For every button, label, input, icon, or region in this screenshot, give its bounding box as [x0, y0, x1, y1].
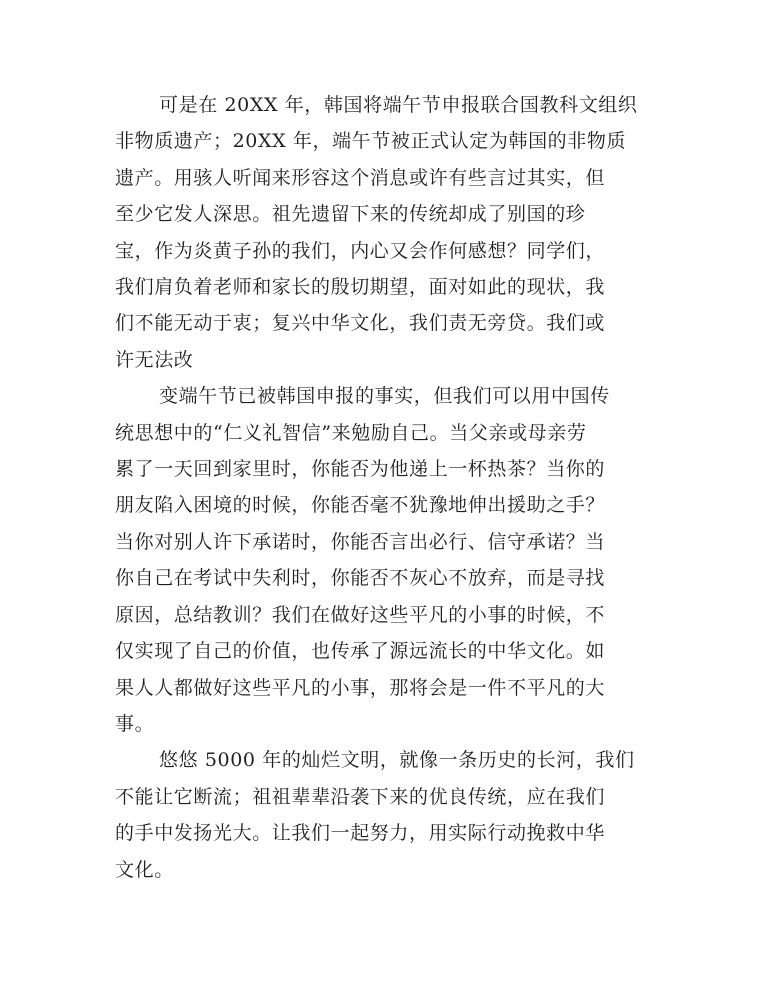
paragraph-2-line-9: 果人人都做好这些平凡的小事，那将会是一件不平凡的大 — [115, 676, 606, 699]
paragraph-2-line-8: 仅实现了自己的价值，也传承了源远流长的中华文化。如 — [115, 640, 606, 663]
paragraph-3-line-3: 的手中发扬光大。让我们一起努力，用实际行动挽救中华 — [115, 822, 606, 845]
paragraph-2-line-6: 你自己在考试中失利时，你能否不灰心不放弃，而是寻找 — [115, 567, 606, 590]
paragraph-2 — [115, 378, 647, 742]
paragraph-2-line-2: 统思想中的“仁义礼智信”来勉励自己。当父亲或母亲劳 — [115, 421, 587, 444]
paragraph-2-line-1: 变端午节已被韩国申报的事实，但我们可以用中国传 — [159, 385, 610, 408]
paragraph-1-line-6: 我们肩负着老师和家长的殷切期望，面对如此的现状，我 — [115, 276, 606, 299]
paragraph-3-line-4: 文化。 — [115, 858, 174, 881]
paragraph-2-line-3: 累了一天回到家里时，你能否为他递上一杯热茶？当你的 — [115, 458, 606, 481]
paragraph-2-line-7: 原因，总结教训？我们在做好这些平凡的小事的时候，不 — [115, 603, 606, 626]
paragraph-3-line-1: 悠悠 5000 年的灿烂文明，就像一条历史的长河，我们 — [159, 749, 635, 772]
paragraph-1 — [115, 87, 647, 378]
paragraph-1-line-2: 非物质遗产；20XX 年，端午节被正式认定为韩国的非物质 — [115, 130, 627, 153]
paragraph-1-line-3: 遗产。用骇人听闻来形容这个消息或许有些言过其实，但 — [115, 166, 606, 189]
document-body — [115, 87, 647, 888]
paragraph-1-line-5: 宝，作为炎黄子孙的我们，内心又会作何感想？同学们， — [115, 239, 606, 262]
paragraph-2-line-10: 事。 — [115, 712, 155, 735]
paragraph-2-line-5: 当你对别人许下承诺时，你能否言出必行、信守承诺？当 — [115, 530, 606, 553]
paragraph-1-line-7: 们不能无动于衷；复兴中华文化，我们责无旁贷。我们或 — [115, 312, 606, 335]
paragraph-3 — [115, 742, 647, 888]
paragraph-1-line-1: 可是在 20XX 年，韩国将端午节申报联合国教科文组织 — [159, 94, 638, 116]
paragraph-2-line-4: 朋友陷入困境的时候，你能否毫不犹豫地伸出援助之手？ — [115, 494, 606, 517]
paragraph-1-line-4: 至少它发人深思。祖先遗留下来的传统却成了别国的珍 — [115, 203, 586, 226]
paragraph-3-line-2: 不能让它断流；祖祖辈辈沿袭下来的优良传统，应在我们 — [115, 785, 606, 808]
paragraph-1-line-8: 许无法改 — [115, 348, 194, 371]
